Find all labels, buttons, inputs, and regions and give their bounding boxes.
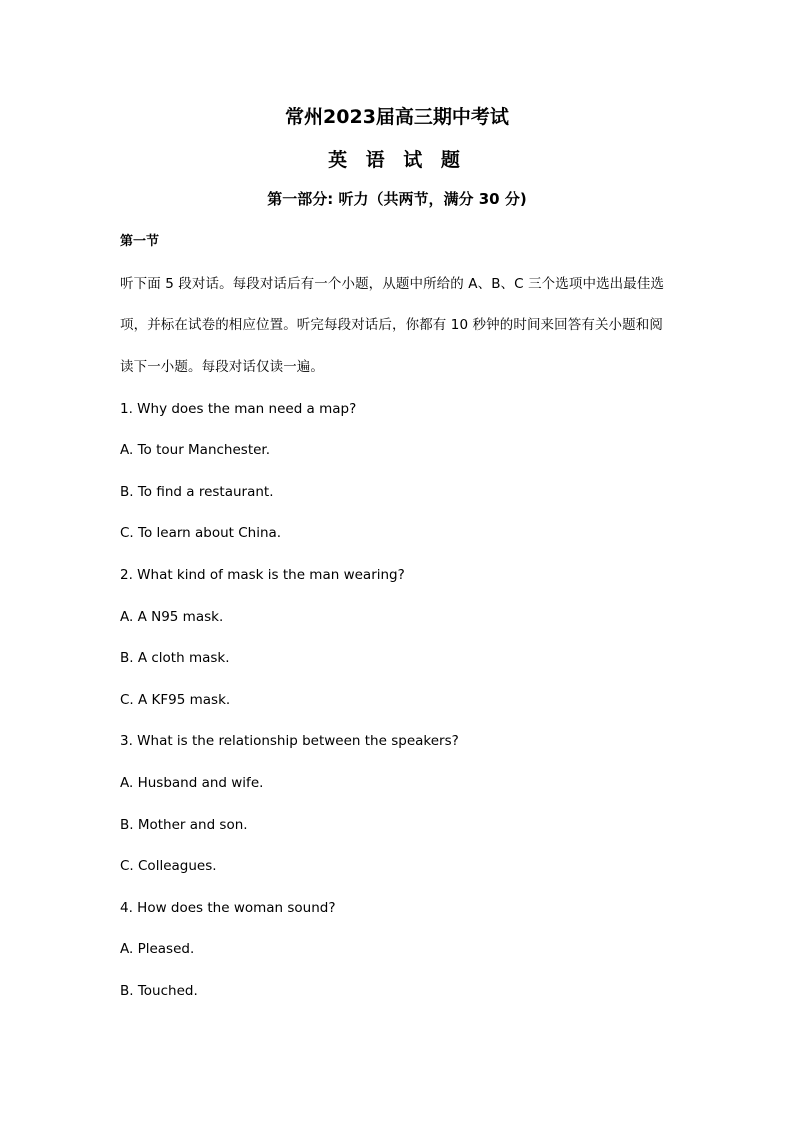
option-line: A. Pleased. [120,941,195,957]
option-line: C. A KF95 mask. [120,692,231,708]
option-line: C. To learn about China. [120,525,282,541]
question-2: 2. What kind of mask is the man wearing? [120,567,405,583]
exam-subject: 英 语 试 题 [328,149,466,171]
option-line: C. Colleagues. [120,858,217,874]
option-line: A. A N95 mask. [120,609,224,625]
question-4: 4. How does the woman sound? [120,900,336,916]
option-line: B. To find a restaurant. [120,484,274,500]
question-1: 1. Why does the man need a map? [120,401,357,417]
instruction-line: 项，并标在试卷的相应位置。听完每段对话后，你都有 10 秒钟的时间来回答有关小题和阅 [120,317,663,333]
exam-title: 常州2023届高三期中考试 [285,106,509,128]
instruction-line: 听下面 5 段对话。每段对话后有一个小题，从题中所给的 A、B、C 三个选项中选出最佳选 [120,276,665,292]
option-line: A. Husband and wife. [120,775,264,791]
instruction-line: 读下一小题。每段对话仅读一遍。 [120,359,324,375]
option-line: B. Mother and son. [120,817,248,833]
option-line: B. A cloth mask. [120,650,230,666]
part-heading: 第一部分: 听力（共两节，满分 30 分) [267,190,527,208]
option-line: A. To tour Manchester. [120,442,271,458]
question-3: 3. What is the relationship between the speakers? [120,733,459,749]
section-label: 第一节 [120,234,160,249]
option-line: B. Touched. [120,983,198,999]
